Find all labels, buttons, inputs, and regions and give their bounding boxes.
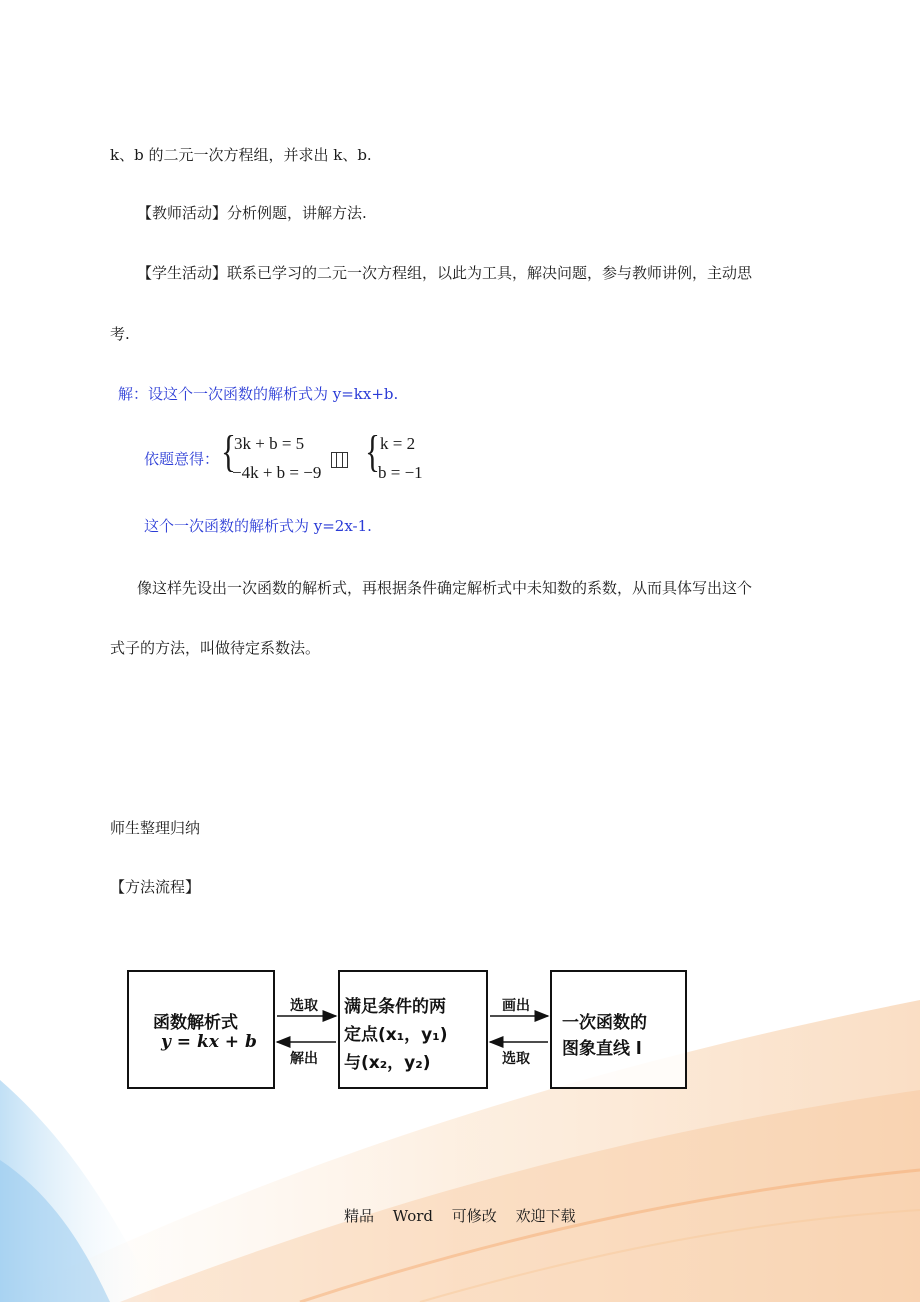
box2-line3: 与(x₂，y₂) [344, 1053, 431, 1073]
box2-line1: 满足条件的两 [344, 997, 446, 1017]
footer-item: 可修改 [451, 1207, 497, 1225]
footer-item: Word [392, 1207, 433, 1225]
box3-line2: 图象直线 l [562, 1039, 642, 1059]
footer [344, 1205, 590, 1226]
paragraph-continuation: k、b 的二元一次方程组，并求出 k、b. [110, 146, 372, 164]
system1-equation2: −4k + b = −9 [232, 463, 322, 482]
box1-line1: 函数解析式 [153, 1013, 238, 1033]
box2-line2: 定点(x₁，y₁) [344, 1025, 448, 1045]
result-text: 这个一次函数的解析式为 y=2x-1. [144, 517, 372, 535]
left-brace-system2: { [365, 427, 380, 476]
method-flow-heading: 【方法流程】 [110, 878, 201, 896]
arrow1-bottom-label: 解出 [290, 1051, 318, 1067]
method-definition-line1: 像这样先设出一次函数的解析式，再根据条件确定解析式中未知数的系数，从而具体写出这个 [137, 579, 753, 597]
system2-equation2: b = −1 [378, 463, 423, 482]
system1-equation1: 3k + b = 5 [234, 434, 305, 453]
arrow1-top-label: 选取 [290, 998, 318, 1014]
box1-line2: y = kx + b [161, 1032, 257, 1052]
teacher-activity-text: 【教师活动】分析例题，讲解方法. [137, 204, 367, 222]
footer-item: 精品 [344, 1207, 375, 1225]
footer-item: 欢迎下载 [515, 1207, 576, 1225]
student-activity-text-line2: 考. [110, 325, 130, 343]
box3-line1: 一次函数的 [562, 1013, 647, 1033]
system2-equation1: k = 2 [380, 434, 416, 453]
arrow2-bottom-label: 选取 [502, 1051, 530, 1067]
solution-intro: 解：设这个一次函数的解析式为 y=kx+b. [118, 385, 399, 403]
method-definition-line2: 式子的方法，叫做待定系数法。 [110, 639, 321, 657]
summary-heading: 师生整理归纳 [110, 819, 201, 837]
student-activity-text-line1: 【学生活动】联系已学习的二元一次方程组，以此为工具，解决问题，参与教师讲例，主动思 [137, 264, 753, 282]
left-brace-system1: { [221, 427, 236, 476]
arrow2-top-label: 画出 [502, 998, 530, 1014]
by-problem-label: 依题意得： [144, 450, 220, 468]
